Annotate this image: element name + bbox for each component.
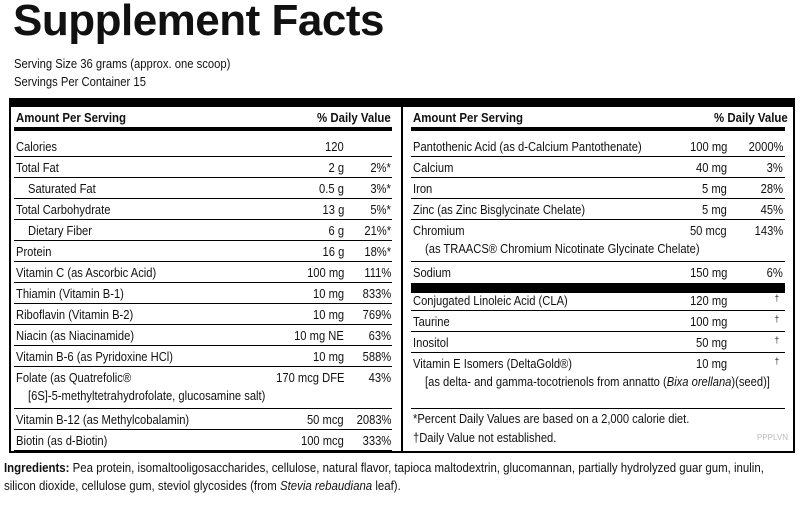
daily-value-header: % Daily Value [317, 110, 391, 125]
nutrient-name: Conjugated Linoleic Acid (CLA) [413, 293, 568, 308]
servings-per-container: Servings Per Container 15 [14, 75, 146, 89]
amount-per-serving-header-right: Amount Per Serving [413, 110, 523, 125]
nutrient-name: Protein [16, 244, 52, 259]
nutrient-name: Calcium [413, 160, 454, 175]
nutrient-daily-value: † [774, 335, 779, 345]
nutrient-amount: 13 g [322, 202, 344, 217]
subtext-italic: Bixa orellana [666, 374, 732, 389]
nutrient-daily-value: 3%* [370, 181, 391, 196]
nutrient-amount: 10 mg [312, 349, 344, 364]
nutrient-name: Chromium [413, 223, 465, 238]
nutrient-name: Biotin (as d-Biotin) [16, 433, 108, 448]
nutrient-amount: 100 mg [689, 139, 727, 154]
daily-value-header-right: % Daily Value [714, 110, 788, 125]
nutrient-daily-value: 6% [766, 265, 783, 280]
nutrient-amount: 50 mcg [307, 412, 344, 427]
serving-size: Serving Size 36 grams (approx. one scoop) [14, 57, 231, 71]
nutrient-daily-value: 111% [364, 265, 391, 280]
amount-per-serving-header: Amount Per Serving [16, 110, 126, 125]
nutrient-daily-value: 18%* [364, 244, 391, 259]
nutrient-name: Zinc (as Zinc Bisglycinate Chelate) [413, 202, 586, 217]
nutrient-daily-value: 833% [362, 286, 391, 301]
nutrient-name: Total Carbohydrate [16, 202, 111, 217]
nutrient-amount: 40 mg [695, 160, 727, 175]
footnote-dagger: †Daily Value not established. [413, 430, 557, 445]
nutrient-amount: 50 mg [695, 335, 727, 350]
nutrient-amount: 5 mg [702, 181, 727, 196]
subtext-start: [as delta- and gamma-tocotrienols from annatto ( [425, 374, 667, 389]
ingredients-italic: Stevia rebaudiana [279, 478, 373, 493]
product-code: PPPLVN [757, 433, 788, 442]
nutrient-amount: 16 g [322, 244, 344, 259]
nutrient-daily-value: 2083% [356, 412, 391, 427]
nutrient-name: Calories [16, 139, 58, 154]
nutrient-name: Saturated Fat [28, 181, 96, 196]
nutrient-name: Inositol [413, 335, 449, 350]
nutrient-name: Iron [413, 181, 433, 196]
nutrient-daily-value: 63% [368, 328, 391, 343]
nutrient-daily-value: † [774, 356, 779, 366]
nutrient-amount: 150 mg [689, 265, 727, 280]
nutrient-subtext: [6S]-5-methyltetrahydrofolate, glucosamine salt) [28, 388, 266, 403]
nutrient-name: Riboflavin (Vitamin B-2) [16, 307, 134, 322]
nutrient-daily-value: 5%* [370, 202, 391, 217]
nutrient-name: Vitamin B-6 (as Pyridoxine HCl) [16, 349, 173, 364]
nutrient-daily-value: 769% [362, 307, 391, 322]
nutrient-daily-value: 28% [760, 181, 783, 196]
nutrient-amount: 100 mg [689, 314, 727, 329]
nutrient-daily-value: 2000% [748, 139, 783, 154]
nutrient-amount: 100 mg [306, 265, 344, 280]
nutrient-name: Pantothenic Acid (as d-Calcium Pantothenate) [413, 139, 642, 154]
nutrient-amount: 100 mcg [301, 433, 344, 448]
nutrient-name: Vitamin C (as Ascorbic Acid) [16, 265, 157, 280]
nutrient-amount: 10 mg [695, 356, 727, 371]
nutrient-subtext: (as TRAACS® Chromium Nicotinate Glycinate Chelate) [425, 241, 700, 256]
nutrient-daily-value: 143% [754, 223, 783, 238]
nutrient-name: Vitamin B-12 (as Methylcobalamin) [16, 412, 190, 427]
nutrient-daily-value: 3% [766, 160, 783, 175]
nutrient-amount: 10 mg [312, 307, 344, 322]
label-frame [9, 98, 795, 453]
nutrient-name: Thiamin (Vitamin B-1) [16, 286, 124, 301]
nutrient-name: Sodium [413, 265, 451, 280]
nutrient-daily-value: 588% [362, 349, 391, 364]
nutrient-amount: 6 g [328, 223, 344, 238]
ingredients-text-start: Pea protein, isomaltooligosaccharides, cellulose, natural flavor, tapioca maltodextrin, glucomannan, partially hydrolyzed guar gum, inulin, silicon dioxide, cellulose gum, steviol glycosides (from [4, 460, 764, 493]
nutrient-name: Total Fat [16, 160, 59, 175]
nutrient-name: Dietary Fiber [28, 223, 93, 238]
nutrient-amount: 10 mg [312, 286, 344, 301]
nutrient-name: Folate (as Quatrefolic® [16, 370, 132, 385]
nutrient-amount: 2 g [328, 160, 344, 175]
page-title: Supplement Facts [13, 0, 384, 45]
nutrient-name: Niacin (as Niacinamide) [16, 328, 135, 343]
nutrient-amount: 5 mg [702, 202, 727, 217]
nutrient-amount: 0.5 g [319, 181, 344, 196]
nutrient-amount: 120 [325, 139, 344, 154]
nutrient-daily-value: † [774, 314, 779, 324]
subtext-end: )(seed)] [731, 374, 770, 389]
nutrient-daily-value: 21%* [364, 223, 391, 238]
nutrient-amount: 50 mcg [690, 223, 727, 238]
nutrient-daily-value: 43% [368, 370, 391, 385]
ingredients-text-end: leaf). [372, 478, 401, 493]
footnote-percent: *Percent Daily Values are based on a 2,000 calorie diet. [413, 411, 690, 426]
nutrient-name: Taurine [413, 314, 450, 329]
nutrient-daily-value: 45% [760, 202, 783, 217]
nutrient-amount: 120 mg [689, 293, 727, 308]
nutrient-amount: 170 mcg DFE [275, 370, 344, 385]
bottom-rule [9, 451, 795, 453]
nutrient-daily-value: 2%* [370, 160, 391, 175]
nutrient-amount: 10 mg NE [294, 328, 344, 343]
nutrient-daily-value: † [774, 293, 779, 303]
ingredients-label: Ingredients: [4, 460, 70, 475]
nutrient-daily-value: 333% [362, 433, 391, 448]
nutrient-name: Vitamin E Isomers (DeltaGold®) [413, 356, 573, 371]
ingredients [4, 459, 794, 495]
